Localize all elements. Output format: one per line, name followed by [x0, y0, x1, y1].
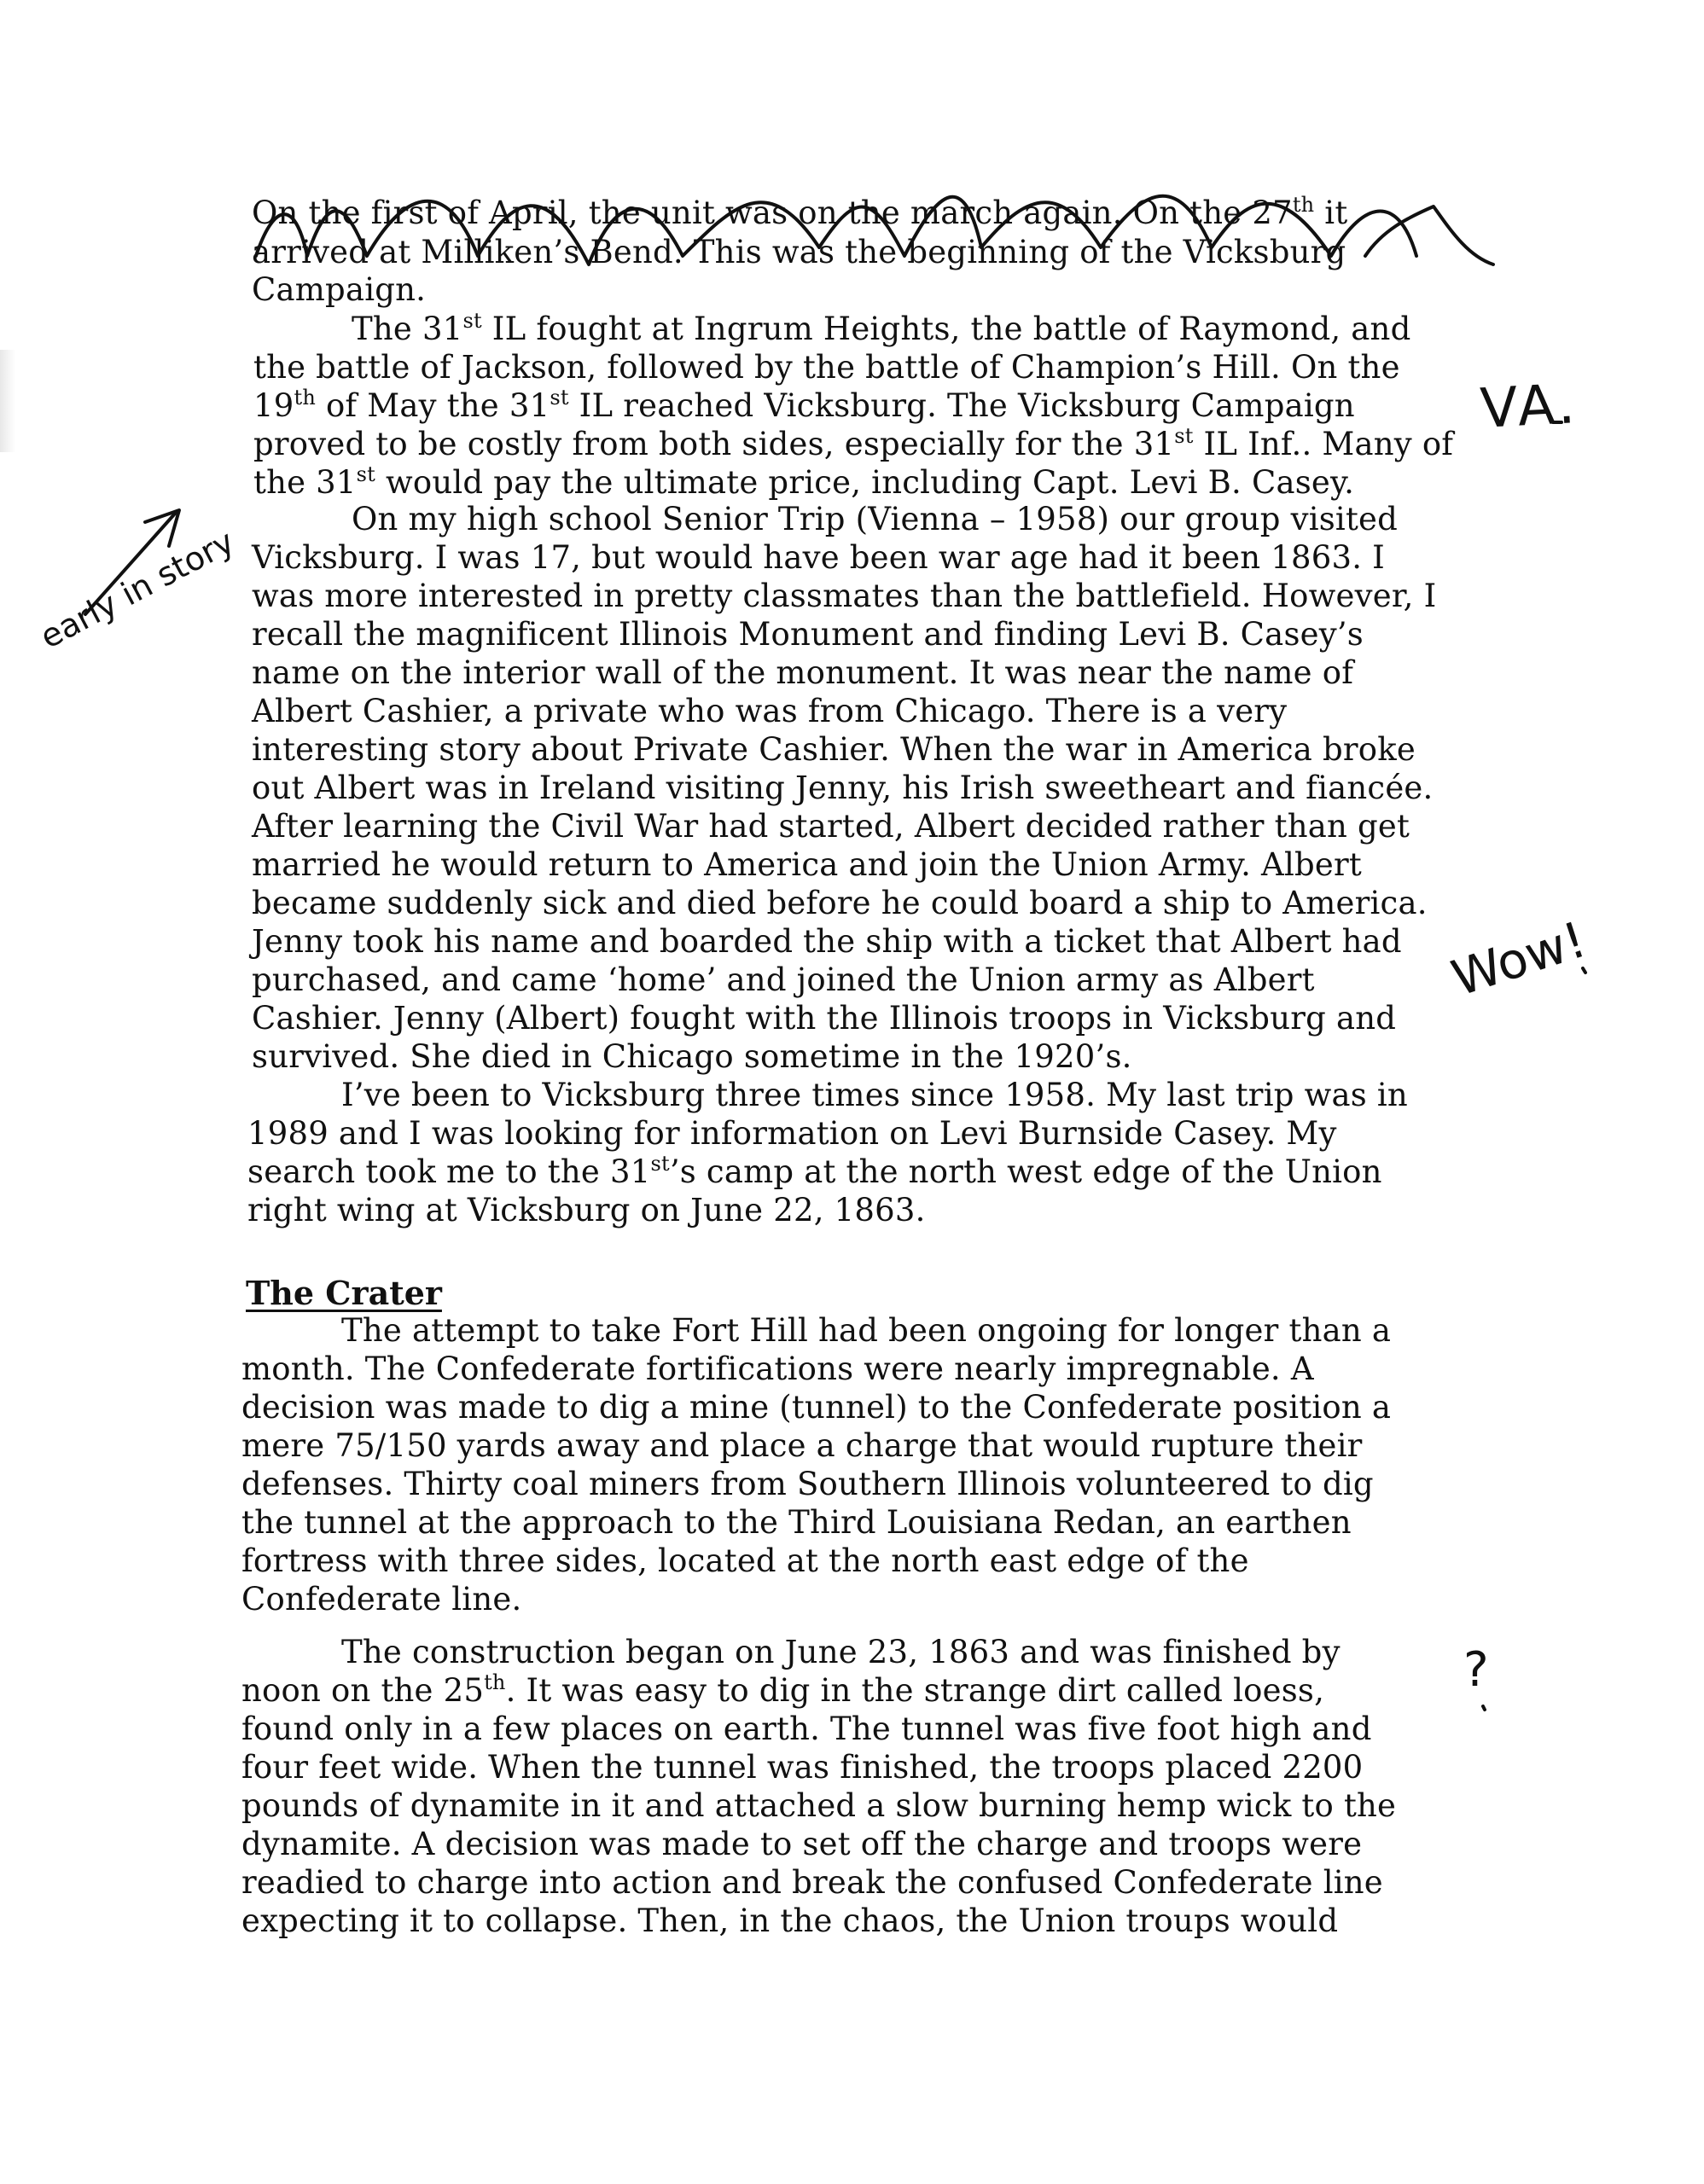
text-line: right wing at Vicksburg on June 22, 1863. — [247, 1192, 926, 1228]
text-line: proved to be costly from both sides, especially for the 31st IL Inf.. Many of — [253, 424, 1454, 462]
text-line: survived. She died in Chicago sometime in the 1920’s. — [252, 1038, 1132, 1075]
text-line: name on the interior wall of the monument. It was near the name of — [252, 654, 1354, 691]
text-line: Jenny took his name and boarded the ship with a ticket that Albert had — [252, 923, 1402, 960]
text-line: fortress with three sides, located at the north east edge of the — [241, 1542, 1249, 1579]
text-line: decision was made to dig a mine (tunnel) to the Confederate position a — [241, 1389, 1392, 1426]
text-line: 19th of May the 31st IL reached Vicksburg. The Vicksburg Campaign — [253, 386, 1355, 424]
text-line: On the first of April, the unit was on the march again. On the 27th it — [252, 193, 1348, 231]
text-line: the battle of Jackson, followed by the battle of Champion’s Hill. On the — [253, 349, 1400, 386]
annotation-early-in-story: early in story — [34, 522, 241, 656]
section-heading: The Crater — [246, 1274, 442, 1312]
text-line: The attempt to take Fort Hill had been ongoing for longer than a — [341, 1312, 1392, 1349]
text-line: dynamite. A decision was made to set off the charge and troops were — [241, 1826, 1363, 1862]
text-line: Campaign. — [252, 271, 427, 308]
text-line: On my high school Senior Trip (Vienna – 1958) our group visited — [352, 501, 1398, 537]
text-line: After learning the Civil War had started, Albert decided rather than get — [252, 808, 1410, 845]
text-line: the tunnel at the approach to the Third Louisiana Redan, an earthen — [241, 1504, 1352, 1541]
margin-dot — [1483, 1706, 1485, 1710]
text-line: Cashier. Jenny (Albert) fought with the Illinois troops in Vicksburg and — [252, 1000, 1397, 1037]
text-line: Vicksburg. I was 17, but would have been war age had it been 1863. I — [252, 539, 1385, 576]
text-line: found only in a few places on earth. The tunnel was five foot high and — [241, 1711, 1372, 1747]
text-line: pounds of dynamite in it and attached a slow burning hemp wick to the — [241, 1787, 1397, 1824]
text-line: Confederate line. — [241, 1581, 522, 1618]
text-line: noon on the 25th. It was easy to dig in the strange dirt called loess, — [241, 1670, 1325, 1709]
text-line: Albert Cashier, a private who was from Chicago. There is a very — [252, 693, 1288, 729]
annotation-wow: Wow! — [1445, 909, 1593, 1008]
text-line: defenses. Thirty coal miners from Southern Illinois volunteered to dig — [241, 1466, 1374, 1502]
arrow-head-icon — [145, 510, 179, 546]
annotation-question-mark: ? — [1463, 1642, 1489, 1698]
annotation-va: VA. — [1479, 373, 1580, 441]
text-line: The 31st IL fought at Ingrum Heights, the battle of Raymond, and — [352, 309, 1411, 347]
strike-scribble-tail — [1365, 206, 1493, 264]
text-line: arrived at Milliken’s Bend. This was the beginning of the Vicksburg — [252, 234, 1346, 270]
text-line: out Albert was in Ireland visiting Jenny, his Irish sweetheart and fiancée. — [252, 770, 1434, 806]
text-line: I’ve been to Vicksburg three times since 1958. My last trip was in — [341, 1077, 1408, 1113]
scan-edge-shadow — [0, 350, 15, 452]
text-line: purchased, and came ‘home’ and joined the Union army as Albert — [252, 961, 1315, 998]
text-line: four feet wide. When the tunnel was finished, the troops placed 2200 — [241, 1749, 1364, 1786]
text-line: mere 75/150 yards away and place a charge that would rupture their — [241, 1427, 1363, 1464]
text-line: the 31st would pay the ultimate price, including Capt. Levi B. Casey. — [253, 462, 1355, 501]
text-line: was more interested in pretty classmates than the battlefield. However, I — [252, 578, 1437, 614]
text-line: expecting it to collapse. Then, in the chaos, the Union troups would — [241, 1902, 1339, 1939]
text-line: recall the magnificent Illinois Monument and finding Levi B. Casey’s — [252, 616, 1364, 653]
text-line: 1989 and I was looking for information on Levi Burnside Casey. My — [247, 1115, 1337, 1152]
text-line: married he would return to America and join the Union Army. Albert — [252, 846, 1362, 883]
text-line: month. The Confederate fortifications were nearly impregnable. A — [241, 1350, 1314, 1387]
text-line: became suddenly sick and died before he could board a ship to America. — [252, 885, 1428, 921]
text-line: search took me to the 31st’s camp at the north west edge of the Union — [247, 1152, 1382, 1190]
margin-dot — [1583, 968, 1585, 973]
text-line: interesting story about Private Cashier. When the war in America broke — [252, 731, 1416, 768]
text-line: The construction began on June 23, 1863 and was finished by — [341, 1634, 1341, 1670]
text-line: readied to charge into action and break the confused Confederate line — [241, 1864, 1383, 1901]
